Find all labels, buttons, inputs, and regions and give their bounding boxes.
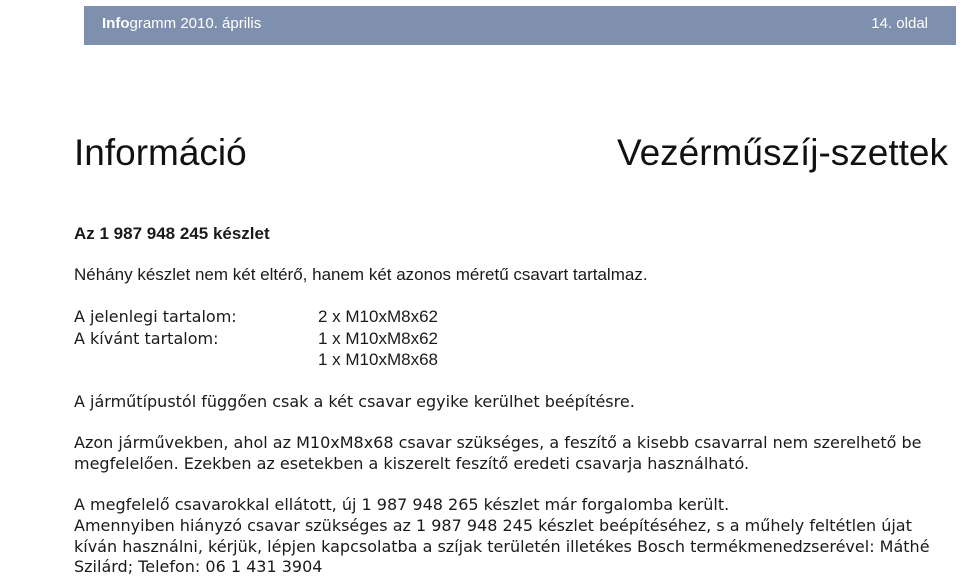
newsletter-brand — [102, 15, 261, 32]
paragraph-3-line-4: Szilárd; Telefon: 06 1 431 3904 — [74, 557, 323, 576]
paragraph-2-line-2: megfelelően. Ezekben az esetekben a kiszerelt feszítő eredeti csavarja használható. — [74, 454, 750, 473]
section-heading: Az 1 987 948 245 készlet — [74, 224, 270, 243]
brand-date: gramm 2010. április — [129, 15, 262, 32]
paragraph-3-line-3: kíván használni, kérjük, lépjen kapcsolatba a szíjak területén illetékes Bosch termékmenedzserével: Máthé — [74, 537, 930, 556]
paragraph-3-line-2: Amennyiben hiányzó csavar szükséges az 1 987 948 245 készlet beépítéséhez, s a műhely feltétlen újat — [74, 516, 912, 535]
page-number: 14. oldal — [871, 15, 928, 32]
desired-content-value-1: 1 x M10xM8x62 — [318, 329, 438, 348]
paragraph-3-line-1: A megfelelő csavarokkal ellátott, új 1 987 948 265 készlet már forgalomba került. — [74, 495, 730, 514]
desired-content-value-2: 1 x M10xM8x68 — [318, 350, 438, 369]
page-subtitle: Vezérműszíj-szettek — [616, 132, 948, 173]
current-content-label: A jelenlegi tartalom: — [74, 307, 237, 326]
desired-content-label: A kívánt tartalom: — [74, 329, 219, 348]
brand-bold: Info — [102, 15, 130, 32]
paragraph-1: A járműtípustól függően csak a két csavar egyike kerülhet beépítésre. — [74, 392, 635, 411]
paragraph-2-line-1: Azon járművekben, ahol az M10xM8x68 csavar szükséges, a feszítő a kisebb csavarral nem szerelhető be — [74, 433, 922, 452]
page-title: Információ — [74, 132, 247, 173]
intro-text: Néhány készlet nem két eltérő, hanem két azonos méretű csavart tartalmaz. — [74, 265, 648, 284]
current-content-value: 2 x M10xM8x62 — [318, 307, 438, 326]
